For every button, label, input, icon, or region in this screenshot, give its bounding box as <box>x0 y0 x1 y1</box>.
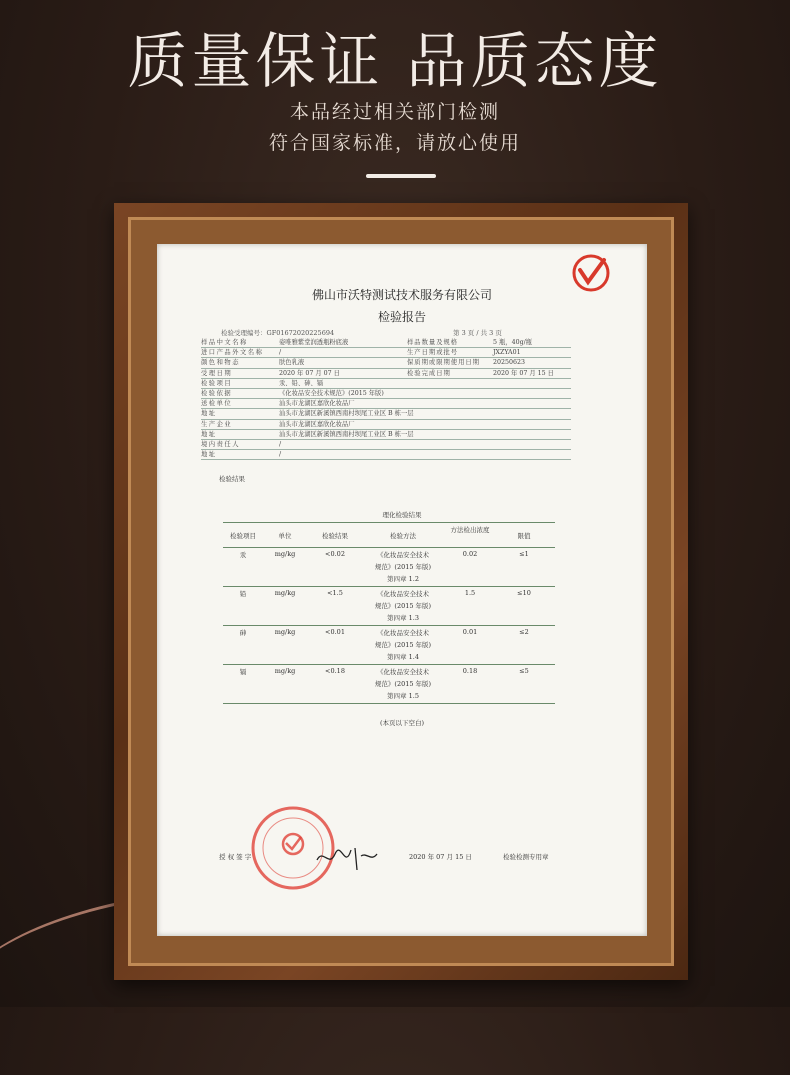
table-row <box>223 665 555 704</box>
table-cell-method3: 第四章 1.2 <box>387 575 419 583</box>
info-value-2: 20250623 <box>493 359 526 367</box>
info-label: 地址 <box>201 451 217 459</box>
table-header-cell: 限值 <box>517 532 531 540</box>
info-label: 生产企业 <box>201 420 233 428</box>
sign-label: 授 权 签 字 <box>219 853 252 861</box>
table-cell-result: <1.5 <box>327 589 343 597</box>
table-row <box>223 548 555 587</box>
info-label: 境内责任人 <box>201 440 240 448</box>
table-cell-method3: 第四章 1.4 <box>387 653 419 661</box>
table-cell-lod: 0.01 <box>462 628 478 636</box>
acceptance-number: 检验受理编号：GF01672020225694 <box>221 329 335 337</box>
table-cell-unit: mg/kg <box>274 550 296 558</box>
seal-label: 检验检测专用章 <box>503 853 549 861</box>
table-cell-method2: 规范》(2015 年版) <box>374 641 432 649</box>
table-cell-method1: 《化妆品安全技术 <box>377 551 429 559</box>
info-value: 2020 年 07 月 07 日 <box>279 369 340 377</box>
info-row <box>201 399 571 409</box>
table-cell-method2: 规范》(2015 年版) <box>374 680 432 688</box>
page-number: 第 3 页 / 共 3 页 <box>453 329 502 337</box>
handwritten-signature <box>311 840 381 876</box>
info-label: 检验依据 <box>201 389 233 397</box>
table-row <box>223 587 555 626</box>
info-label: 送检单位 <box>201 400 233 408</box>
table-cell-limit: ≤10 <box>517 589 531 597</box>
info-value: 汕头市龙湖区嘉欣化妆品厂 <box>279 420 355 428</box>
report-title: 检验报告 <box>377 310 426 324</box>
info-label: 地址 <box>201 410 217 418</box>
divider <box>366 174 436 178</box>
table-cell-unit: mg/kg <box>274 667 296 675</box>
info-table <box>201 338 571 460</box>
table-cell-lod: 0.02 <box>462 550 478 558</box>
results-table <box>223 522 555 704</box>
table-cell-result: <0.02 <box>325 550 345 558</box>
info-value: / <box>279 349 282 357</box>
table-header-cell: 单位 <box>278 532 292 540</box>
info-row <box>201 450 571 460</box>
table-cell-result: <0.18 <box>325 667 345 675</box>
table-cell-result: <0.01 <box>325 628 345 636</box>
table-cell-lod: 0.18 <box>462 667 478 675</box>
table-row <box>223 626 555 665</box>
info-row <box>201 389 571 399</box>
info-label: 受理日期 <box>201 369 233 377</box>
info-label: 检验项目 <box>201 379 233 387</box>
table-cell-item: 汞 <box>239 551 247 559</box>
info-label: 进口产品外文名称 <box>201 349 264 357</box>
table-title: 理化检验结果 <box>382 511 422 519</box>
table-cell-lod: 1.5 <box>464 589 476 597</box>
table-cell-method2: 规范》(2015 年版) <box>374 563 432 571</box>
info-value: 汕头市龙湖区新溪镇西南村坝尾工业区 B 栋一层 <box>279 430 414 438</box>
info-value: 姿唯雅紫堂润透瓶粉底液 <box>279 339 349 346</box>
info-label-2: 检验完成日期 <box>407 369 451 377</box>
sign-date: 2020 年 07 月 15 日 <box>409 853 472 861</box>
info-value: 肤色乳液 <box>279 359 305 367</box>
table-header-cell: 检验方法 <box>390 532 416 540</box>
subtitle-line-1: 本品经过相关部门检测 <box>289 101 500 123</box>
table-cell-item: 镉 <box>239 668 247 676</box>
info-value-2: 2020 年 07 月 15 日 <box>493 369 554 377</box>
report-paper <box>157 244 647 936</box>
info-row <box>201 409 571 419</box>
table-header-cell: 检验项目 <box>230 532 256 540</box>
info-value-2: 5 瓶，40g/瓶 <box>493 339 533 346</box>
info-row <box>201 379 571 389</box>
info-value: / <box>279 440 282 448</box>
subtitle-line-2: 符合国家标准，请放心使用 <box>268 132 521 154</box>
table-cell-limit: ≤1 <box>519 550 529 558</box>
info-row <box>201 348 571 358</box>
table-cell-method3: 第四章 1.5 <box>387 692 419 700</box>
info-row <box>201 430 571 440</box>
info-value-2: JXZYA01 <box>493 349 521 357</box>
info-row <box>201 440 571 450</box>
table-cell-method1: 《化妆品安全技术 <box>377 668 429 676</box>
info-label-2: 保质期或限期使用日期 <box>407 359 480 367</box>
blank-note: (本页以下空白) <box>379 719 425 727</box>
info-label: 颜色和物态 <box>201 359 240 367</box>
table-cell-item: 铅 <box>239 590 247 598</box>
table-cell-item: 砷 <box>239 629 247 637</box>
info-value: 汕头市龙湖区新溪镇西南村坝尾工业区 B 栋一层 <box>279 410 414 418</box>
info-label-2: 样品数量及规格 <box>407 339 459 346</box>
company-name: 佛山市沃特测试技术服务有限公司 <box>311 288 492 302</box>
info-row <box>201 338 571 348</box>
info-row <box>201 369 571 379</box>
info-value: 《化妆品安全技术规范》(2015 年版) <box>279 389 384 397</box>
info-value: / <box>279 451 282 459</box>
table-cell-limit: ≤2 <box>519 628 529 636</box>
table-header-cell: 方法检出浓度 <box>450 526 490 534</box>
table-cell-limit: ≤5 <box>519 667 529 675</box>
table-cell-unit: mg/kg <box>274 589 296 597</box>
result-label: 检验结果 <box>219 475 245 483</box>
info-label-2: 生产日期或批号 <box>407 349 459 357</box>
table-header-cell: 检验结果 <box>322 532 348 540</box>
table-cell-method2: 规范》(2015 年版) <box>374 602 432 610</box>
headline: 质量保证 品质态度 <box>127 27 663 97</box>
info-row <box>201 420 571 430</box>
table-cell-method3: 第四章 1.3 <box>387 614 419 622</box>
info-value: 汞、铅、砷、镉 <box>279 379 324 387</box>
info-label: 样品中文名称 <box>201 339 248 346</box>
info-row <box>201 358 571 368</box>
table-cell-unit: mg/kg <box>274 628 296 636</box>
info-label: 地址 <box>201 430 217 438</box>
table-header <box>223 522 555 548</box>
table-cell-method1: 《化妆品安全技术 <box>377 629 429 637</box>
table-cell-method1: 《化妆品安全技术 <box>377 590 429 598</box>
info-value: 汕头市龙湖区嘉欣化妆品厂 <box>279 400 355 408</box>
